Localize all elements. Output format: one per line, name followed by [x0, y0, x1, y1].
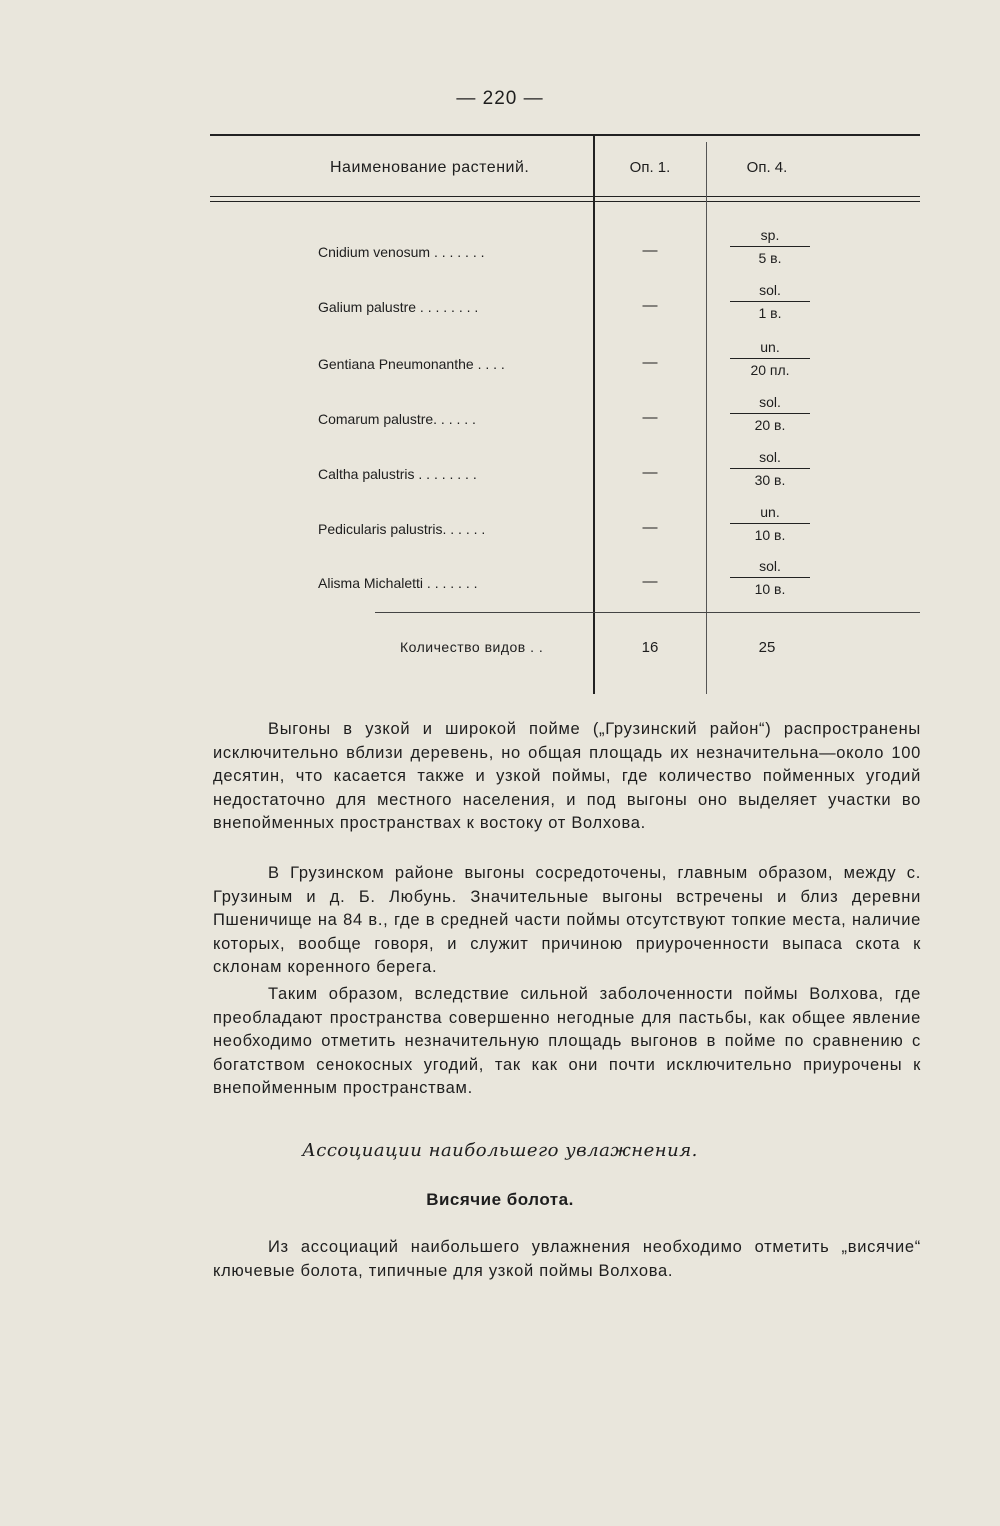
paragraph [213, 718, 921, 836]
species-table [210, 134, 920, 694]
op1-value: — [642, 519, 658, 536]
species-count-op1: 16 [641, 639, 659, 656]
species-count-label: Количество видов . . [400, 639, 544, 655]
op4-count: 1 в. [758, 305, 782, 321]
op1-value: — [642, 409, 658, 426]
plant-name: Comarum palustre. . . . . . [318, 411, 476, 427]
op4-value [720, 393, 820, 434]
op4-abundance: sol. [759, 558, 781, 574]
op4-count: 10 в. [754, 581, 786, 597]
op4-value [720, 281, 820, 322]
op4-value [720, 338, 820, 379]
plant-name: Gentiana Pneumonanthe . . . . [318, 356, 505, 372]
op1-value: — [642, 464, 658, 481]
op4-value [720, 448, 820, 489]
op1-value: — [642, 354, 658, 371]
table-row [210, 226, 920, 284]
op4-value [720, 503, 820, 544]
op4-count: 5 в. [758, 250, 782, 266]
op4-count: 30 в. [754, 472, 786, 488]
fraction-bar [730, 246, 810, 247]
paragraph-text: Из ассоциаций наибольшего увлажнения необходимо отметить „висячие“ ключевые болота, типичные для узкой поймы Волхова. [213, 1238, 921, 1280]
op4-abundance: un. [760, 339, 780, 355]
op1-value: — [642, 573, 658, 590]
table-row [210, 503, 920, 561]
op4-abundance: sol. [759, 449, 781, 465]
table-row [210, 281, 920, 339]
op4-count: 20 пл. [750, 362, 790, 378]
table-row [210, 393, 920, 451]
plant-name: Cnidium venosum . . . . . . . [318, 244, 485, 260]
plant-name: Alisma Michaletti . . . . . . . [318, 575, 478, 591]
table-row [210, 557, 920, 615]
table-header-rule [210, 196, 920, 197]
op4-count: 10 в. [754, 527, 786, 543]
op4-abundance: un. [760, 504, 780, 520]
op4-value [720, 557, 820, 598]
table-row [210, 448, 920, 506]
op4-abundance: sp. [760, 227, 780, 243]
op4-abundance: sol. [759, 282, 781, 298]
subsection-heading: Висячие болота. [426, 1190, 574, 1209]
fraction-bar [730, 468, 810, 469]
paragraph [213, 862, 921, 980]
table-top-rule [210, 134, 920, 136]
header-plant-name: Наименование растений. [330, 159, 530, 176]
op1-value: — [642, 297, 658, 314]
paragraph-text: Выгоны в узкой и широкой пойме („Грузинский район“) распространены исключительно вблизи деревень, но общая площадь их незначительна—около 100 десятин, что касается также и узкой поймы, где количество пойменных угодий недостаточно для местного населения, и под выгоны оно выделяет участки во внепойменных пространствах к востоку от Волхова. [213, 720, 921, 832]
plant-name: Pedicularis palustris. . . . . . [318, 521, 486, 537]
fraction-bar [730, 523, 810, 524]
paragraph-text: Таким образом, вследствие сильной заболоченности поймы Волхова, где преобладают пространства совершенно негодные для пастьбы, как общее явление необходимо отметить незначительную площадь выгонов в пойме по сравнению с богатством сенокосных угодий, так как они почти исключительно приурочены к внепойменным пространствам. [213, 985, 921, 1097]
fraction-bar [730, 301, 810, 302]
paragraph [213, 1236, 921, 1283]
section-heading: Ассоциации наибольшего увлажнения. [302, 1140, 698, 1161]
paragraph [213, 983, 921, 1101]
op1-value: — [642, 242, 658, 259]
fraction-bar [730, 413, 810, 414]
header-op1: Оп. 1. [629, 159, 671, 176]
op4-abundance: sol. [759, 394, 781, 410]
paragraph-text: В Грузинском районе выгоны сосредоточены, главным образом, между с. Грузиным и д. Б. Любунь. Значительные выгоны встречены и близ деревни Пшеничище на 84 в., где в средней части поймы отсутствуют топкие места, наличие которых, вообще говоря, и служит причиною приуроченности выпаса скота к склонам коренного берега. [213, 864, 921, 976]
plant-name: Caltha palustris . . . . . . . . [318, 466, 477, 482]
table-row [210, 338, 920, 396]
table-header-rule-double [210, 201, 920, 202]
fraction-bar [730, 577, 810, 578]
species-count-op4: 25 [758, 639, 776, 656]
page-number: — 220 — [456, 88, 544, 109]
op4-value [720, 226, 820, 267]
header-op4: Оп. 4. [746, 159, 788, 176]
plant-name: Galium palustre . . . . . . . . [318, 299, 479, 315]
fraction-bar [730, 358, 810, 359]
op4-count: 20 в. [754, 417, 786, 433]
